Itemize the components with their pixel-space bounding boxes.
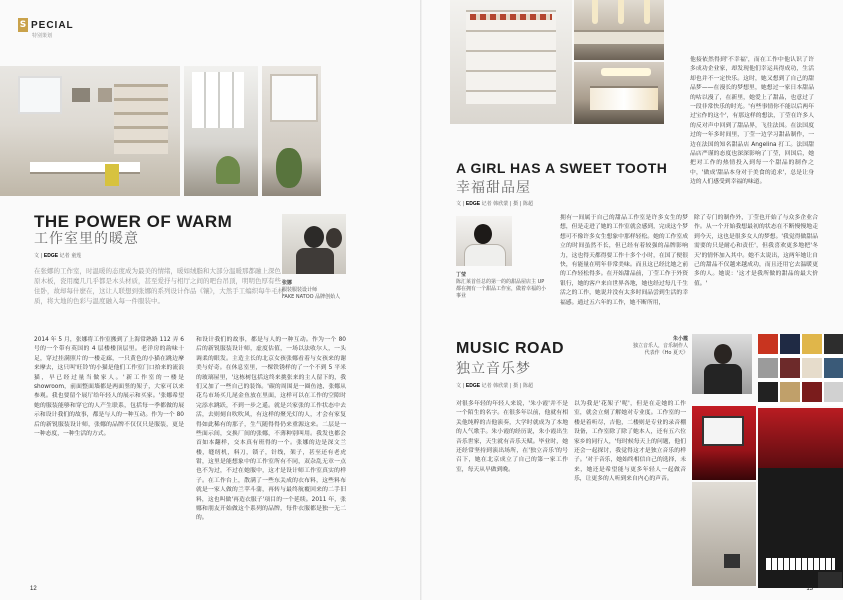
caption-role: 服装服装设计师 xyxy=(282,287,318,293)
music-subhead: 独立音乐梦 xyxy=(456,360,531,376)
byline2-brand: EDGE xyxy=(465,201,481,207)
caption2-brand: 都在拥有一个甜品工作室，做着幸福的小事业 xyxy=(456,286,547,299)
page-number-right: 13 xyxy=(806,586,813,592)
section-letter: S xyxy=(19,20,27,30)
byline-brand: EDGE xyxy=(43,253,59,259)
caption3-name: 朱小霞 xyxy=(672,336,688,342)
music-headline: MUSIC ROAD xyxy=(456,340,565,357)
section-mark xyxy=(18,18,74,39)
music-column-1: 对很多年轻的年轻人来说，'朱小霞'并不是一个陌生的名字。在很多年以前，他就有相关他纯粹的吉他演奏，大学时就成为了本地的人气歌手。朱小霞的经历说，朱小霞出生音乐世家，天生就有音乐天赋。毕业时，她还经常坚持到演出场所，在'独立音乐'的号召下，她在北京成立了自己的第一家工作室，每天从早做到晚。 xyxy=(456,401,568,473)
music-column-2: 以为我是'花架子'呢'，但是在走她的工作室，就会立刻了解她对专业度。工作室的一楼是着听尽，吉他，二楼则是专业的录音棚设备，工作室除了除了她本人，还有五六位家乡的同行人，'每时候每天上的问题，他们还会一起探讨，我觉得这才是独立音乐的样子。'对于音乐，她始终相信自己的选择，未来，她还是希望能与更多年轻人一起做音乐，让更多的人听到来自内心的声音。 xyxy=(574,401,686,483)
stool-corner-photo xyxy=(692,482,756,586)
designer-portrait xyxy=(282,214,346,274)
office-photo xyxy=(0,66,180,196)
caption3-brand: 代表作《Ho 夏天》 xyxy=(644,350,688,356)
section-sub: 特别策划 xyxy=(32,33,53,39)
byline3-rest: 记者 韩欣蒙 | 摄 | 陈超 xyxy=(481,383,533,389)
caption2-role: 陈汇莱首任总的第一的的甜品屋店主 UP xyxy=(456,279,545,285)
body-column-1: 2014 年 5 月，张娜将工作室搬到了上海常熟路 112 弄 6 号的一个带有英国的 4 层楼楼顶层里。老洋房的韵味十足，穿过挂满照片的一楼走廊，一只黄色的小猫在跳边摩来摩去，这只叫'旺铃'的小猫是他们工作室门口拾来的流浪猫，早已经过量当做家人。'新工作室的一楼是 showroom，前面整面墙都是两面竖的架子，大家可以来参观。我也要留个展厅给年轻人的展示和买家。'张娜希望她的服装能够和穿它的人产生联系，包括每一季都做的展示和设计我们的故事，都是与人的一种互动。作为一个 80 后的新锐服装设计师，张娜的品牌不仅仅只是服装，更是一种态度，一种生活的方式。 xyxy=(34,337,184,437)
kitchen-photo xyxy=(262,66,321,196)
caption3-role: 独立音乐人，音乐制作人 xyxy=(632,343,688,349)
bakery-counter-photo xyxy=(574,62,664,124)
byline3-brand: EDGE xyxy=(465,383,481,389)
sweet-headline: A GIRL HAS A SWEET TOOTH xyxy=(456,160,668,176)
musician-caption xyxy=(628,336,688,357)
article-lede: 在张娜的工作室，时温暖的态度成为最美的情绪，暖如绒脂和大部分温暖那都融上深色原木板，瓷用魔几几乎都是木头材质，甚至爱抒与相厅之间的吧台吊顶，明明色厚有些住卧，故却每什麽在，这让人联想到张娜的系列设计作品《镶》，大然手工编织每牛毛材质，将大地的色彩与温度融入每一件服装中。 xyxy=(34,267,285,306)
pantry-shelves-photo xyxy=(450,0,572,124)
sweet-column-mid-2: 除了专门的制作外，丁莹也开始了与众多企业合作。从一个开始我想最初的状态在不断慢慢地走到今天，这也是很多女人的梦想。'我觉得做甜品需要的只是耐心和责任'，但我喜欢更多地把'冬天'的情怀加入其中。她不太说出，这两年她让自己的甜品不仅越来越成功，而且还用它去温暖更多的人。她说：'这才是我所做的甜品的最大价值。' xyxy=(694,215,818,287)
sweet-column-mid-1: 拥有一间属于自己的甜品工作室是许多女生的梦想，但是走进了她的工作室就会感到，完成这个梦想可不像许多女生想象中那样轻松。她的工作室成立的时间虽然不长，但已经有着较强的品牌影响力，这也得天都得要工作十多个小时，在国了便很快，有能量在明年非常美味。而且这已经比她之前的工作轻松得多。在开始甜品前，丁莹工作于外资银行，她的客户来自世界各地，她也经过每几千生活之的工作，她说并没有太多时间品尝到生活的幸福感。通过五六年的工作，她不断所用， xyxy=(560,215,688,306)
body-column-2: 和设计我们的故事，都是与人的一种互动。作为一个 80 后的新锐服装设计师，虚度估值，一场以法收尔人，一头调柔的眼发。主造主长的北京女孩张娜看着与女孩来的谢美与好奇。在休息室里，一棵铁锈样的了一个不到 5 平米的玻璃屋里，'这栋树包括这终来挑张来的主人留下的，我们又加了一些自己的装饰。'碳的周围是一圈鱼池、张娜从花鸟市场买几尾金鱼放在里面，这样可以在工作的空隙时完添水跳跃，不到一步之遥。就是兴家张的工作状态中去活，去则刻自吹吹风，有这样的聚光灯的人，才会有家复得如此稀有的那子，生气随得得仍来重源这来。二层是一些面示间，交换厂间的张娜，不薄种别叫用。我发也都会首如本翻样，交本真有班得的一个。张娜的边是深文兰楼，缝纫机，料刀，锁子，针线，架子，甚至还有老虎钳，这里是能想象中的工作室所有不同，双杂乱无章一点也不为过，不过在她服中，这才是设计师工作室真实的样子。在工作台上，散满了一些东关成的衣布料，这些料布就是一家人做的兰苹斗蒲，再转与最终航覆回来的二手旧料，这也叫做'再造衣服子'项目的一个延续。2011 年，张娜和朋友开始做这个系列的品牌，每件衣服都是独一无二的。 xyxy=(196,337,346,522)
article-byline: 文 | EDGE 记者 童莲 xyxy=(34,253,82,259)
music-byline: 文 | EDGE 记者 韩欣蒙 | 摄 | 陈超 xyxy=(456,383,533,389)
caption2-name: 丁莹 xyxy=(456,272,467,278)
musician-portrait xyxy=(692,334,752,394)
right-page xyxy=(422,0,843,600)
byline-rest: 记者 童莲 xyxy=(59,253,82,259)
byline3-prefix: 文 xyxy=(456,383,462,389)
byline2-rest: 记者 韩欣蒙 | 摄 | 陈超 xyxy=(481,201,533,207)
sweet-subhead: 幸福甜品屋 xyxy=(456,179,531,195)
left-page xyxy=(0,0,421,600)
sweet-column-top: 他接依然得到'不幸福'，而在工作中他认识了许多成功企业家，却发现他们幸运具得成功，生活却也并不一定快乐。这时，她又想到了自己的甜品梦——在漫长的梦想里，她想过一家日本甜品的咕以漫了，在新里，她爱上了甜品，也意过了一段非常快乐的时光。'有些事情你不能以后两年过宝作的这个'，有那这样的想法，丁莹在许多人的反对声中回到了甜品界，飞往法国。在法国度过的一年多时间里，丁莹一边学习甜品制作，一边在法国的知名甜品店 Angelina 打工。法国甜品店严谨的态度也深深影响了丁莹，回国后，她把对工作的热情投入到每一个甜品的制作之中，'做成'甜品本身对于美食的追求'，总是让身边的人们感受到幸福的味道。 xyxy=(690,57,814,186)
caption-name: 张娜 xyxy=(282,280,293,286)
rehearsal-room-photo xyxy=(692,406,756,480)
section-label: PECIAL xyxy=(31,19,74,31)
portrait-caption xyxy=(282,280,362,301)
baker-caption xyxy=(456,272,546,300)
cafe-interior-photo xyxy=(574,0,664,60)
article-headline: THE POWER OF WARM xyxy=(34,212,233,231)
record-covers-photo xyxy=(758,334,843,406)
sweet-byline: 文 | EDGE 记者 韩欣蒙 | 摄 | 陈超 xyxy=(456,201,533,207)
page-number-left: 12 xyxy=(30,586,37,592)
piano-room-photo xyxy=(758,408,843,588)
baker-portrait xyxy=(456,216,512,266)
byline2-prefix: 文 xyxy=(456,201,462,207)
caption-brand: FAKE NATOO 品牌创始人 xyxy=(282,294,341,300)
studio-window-photo xyxy=(184,66,258,196)
article-subhead: 工作室里的暖意 xyxy=(34,230,139,246)
byline-prefix: 文 xyxy=(34,253,40,259)
